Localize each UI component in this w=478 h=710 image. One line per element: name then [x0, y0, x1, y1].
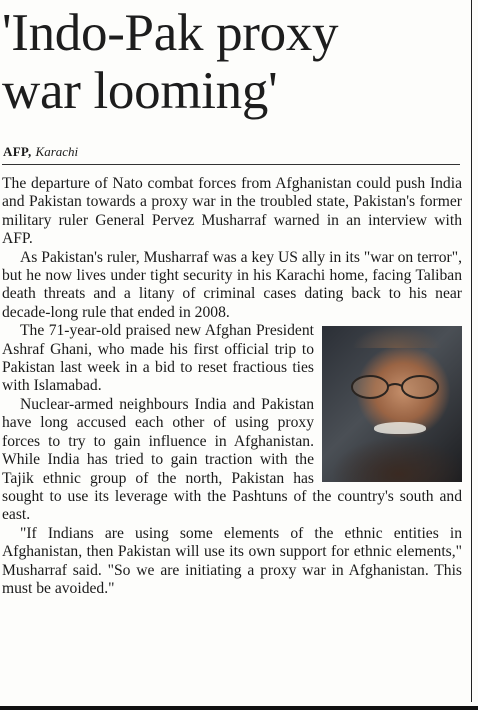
photo-glasses [350, 374, 442, 400]
column-rule [471, 0, 472, 702]
headline [2, 4, 464, 120]
headline-line-1: 'Indo-Pak proxy [2, 4, 339, 62]
byline-city: Karachi [35, 144, 79, 159]
byline-agency: AFP, [3, 144, 32, 159]
photo-mustache [374, 422, 426, 434]
photo-hair [352, 326, 442, 348]
article-paragraph-4: Nuclear-armed neighbours India and Pakistan have long accused each other of using proxy forces to try to gain influence in Afghanistan. While India has tried to gain traction with the Tajik ethnic group of the north, Pakistan has sought to use its leverage with the Pashtuns of the country's south and east. [2, 395, 462, 524]
musharraf-photo [322, 326, 462, 482]
article-paragraph-2: As Pakistan's ruler, Musharraf was a key US ally in its "war on terror", but he now lives under tight security in his Karachi home, facing Taliban death threats and a litany of criminal cases dating back to his near decade-long rule that ended in 2008. [2, 248, 462, 321]
article-paragraph-5: "If Indians are using some elements of the ethnic entities in Afghanistan, then Pakistan will use its own support for ethnic elements," Musharraf said. "So we are initiating a proxy war in Afghanistan. This must be avoided." [2, 524, 462, 597]
article-paragraph-3: The 71-year-old praised new Afghan President Ashraf Ghani, who made his first official trip to Pakistan last week in a bid to reset fractious ties with Islamabad. [2, 322, 314, 395]
article-paragraph-1: The departure of Nato combat forces from Afghanistan could push India and Pakistan towards a proxy war in the troubled state, Pakistan's former military ruler General Pervez Musharraf warned in an interview with AFP. [2, 175, 462, 248]
headline-line-2: war looming' [2, 62, 278, 120]
byline [3, 144, 78, 160]
bottom-rule [0, 706, 478, 710]
article-body [2, 175, 462, 598]
byline-divider [2, 164, 460, 165]
